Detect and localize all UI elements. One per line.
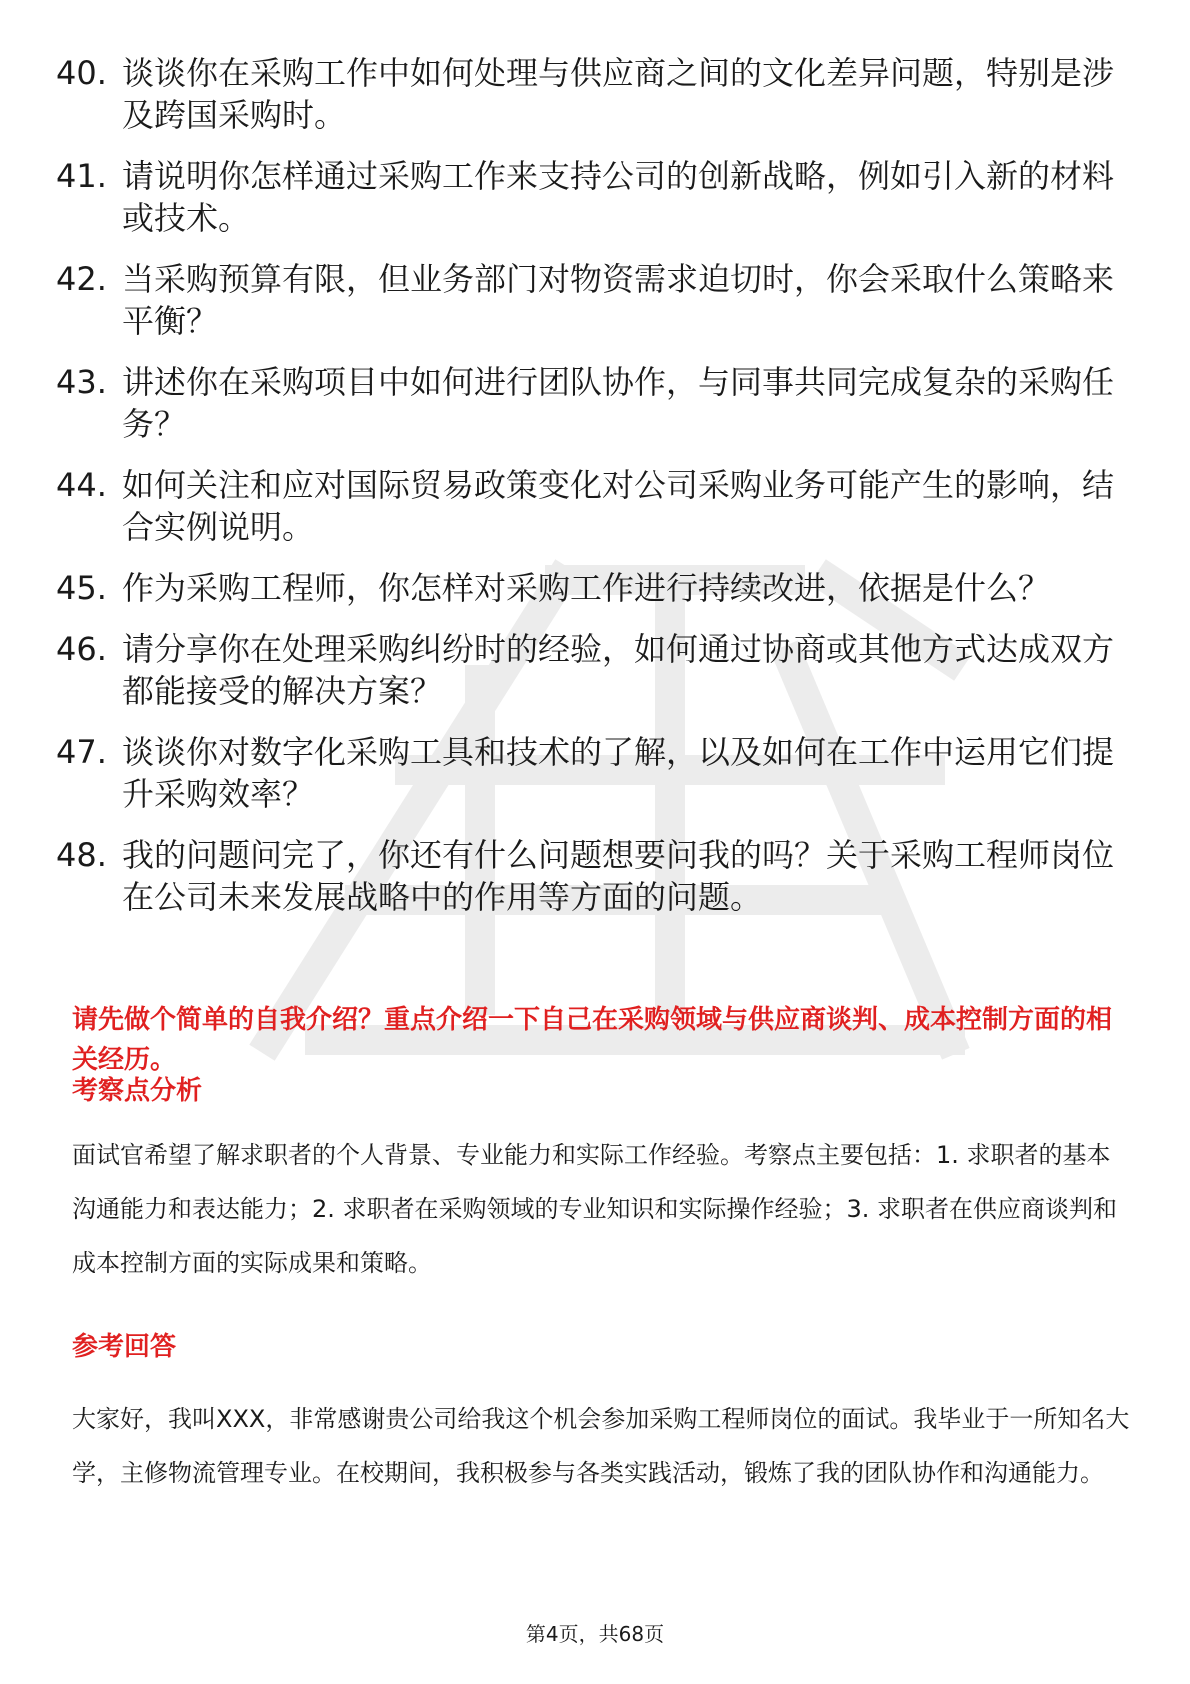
question-number: 48. bbox=[56, 836, 107, 874]
question-item bbox=[56, 52, 1136, 136]
question-item bbox=[56, 834, 1136, 918]
question-text: 我的问题问完了，你还有什么问题想要问我的吗？关于采购工程师岗位在公司未来发展战略中的作用等方面的问题。 bbox=[122, 836, 1115, 916]
highlight-question: 请先做个简单的自我介绍？重点介绍一下自己在采购领域与供应商谈判、成本控制方面的相关经历。 bbox=[72, 1005, 1113, 1075]
analysis-heading: 考察点分析 bbox=[72, 1076, 203, 1106]
question-text: 讲述你在采购项目中如何进行团队协作，与同事共同完成复杂的采购任务？ bbox=[122, 363, 1115, 443]
question-text: 谈谈你在采购工作中如何处理与供应商之间的文化差异问题，特别是涉及跨国采购时。 bbox=[122, 54, 1115, 134]
question-item bbox=[56, 155, 1136, 239]
page-footer: 第4页，共68页 bbox=[525, 1622, 665, 1646]
question-number: 41. bbox=[56, 157, 107, 195]
question-text: 如何关注和应对国际贸易政策变化对公司采购业务可能产生的影响，结合实例说明。 bbox=[122, 466, 1115, 546]
question-number: 40. bbox=[56, 54, 107, 92]
analysis-text: 面试官希望了解求职者的个人背景、专业能力和实际工作经验。考察点主要包括：1. 求职者的基本沟通能力和表达能力；2. 求职者在采购领域的专业知识和实际操作经验；3. 求职者在供应商谈判和成本控制方面的实际成果和策略。 bbox=[72, 1141, 1118, 1277]
question-number: 45. bbox=[56, 569, 107, 607]
reference-text: 大家好，我叫XXX，非常感谢贵公司给我这个机会参加采购工程师岗位的面试。我毕业于一所知名大学，主修物流管理专业。在校期间，我积极参与各类实践活动，锻炼了我的团队协作和沟通能力。 bbox=[72, 1405, 1130, 1487]
reference-heading: 参考回答 bbox=[72, 1332, 177, 1362]
question-item bbox=[56, 361, 1136, 445]
question-item bbox=[56, 628, 1136, 712]
question-item bbox=[56, 464, 1136, 548]
question-number: 44. bbox=[56, 466, 107, 504]
question-number: 46. bbox=[56, 630, 107, 668]
question-number: 47. bbox=[56, 733, 107, 771]
question-item bbox=[56, 731, 1136, 815]
question-item bbox=[56, 258, 1136, 342]
question-number: 42. bbox=[56, 260, 107, 298]
question-text: 作为采购工程师，你怎样对采购工作进行持续改进，依据是什么？ bbox=[122, 569, 1051, 607]
question-text: 请说明你怎样通过采购工作来支持公司的创新战略，例如引入新的材料或技术。 bbox=[122, 157, 1115, 237]
question-number: 43. bbox=[56, 363, 107, 401]
question-text: 请分享你在处理采购纠纷时的经验，如何通过协商或其他方式达成双方都能接受的解决方案？ bbox=[122, 630, 1115, 710]
question-item bbox=[56, 567, 1136, 609]
question-text: 当采购预算有限，但业务部门对物资需求迫切时，你会采取什么策略来平衡？ bbox=[122, 260, 1115, 340]
question-list bbox=[56, 52, 1136, 937]
question-text: 谈谈你对数字化采购工具和技术的了解，以及如何在工作中运用它们提升采购效率？ bbox=[122, 733, 1115, 813]
